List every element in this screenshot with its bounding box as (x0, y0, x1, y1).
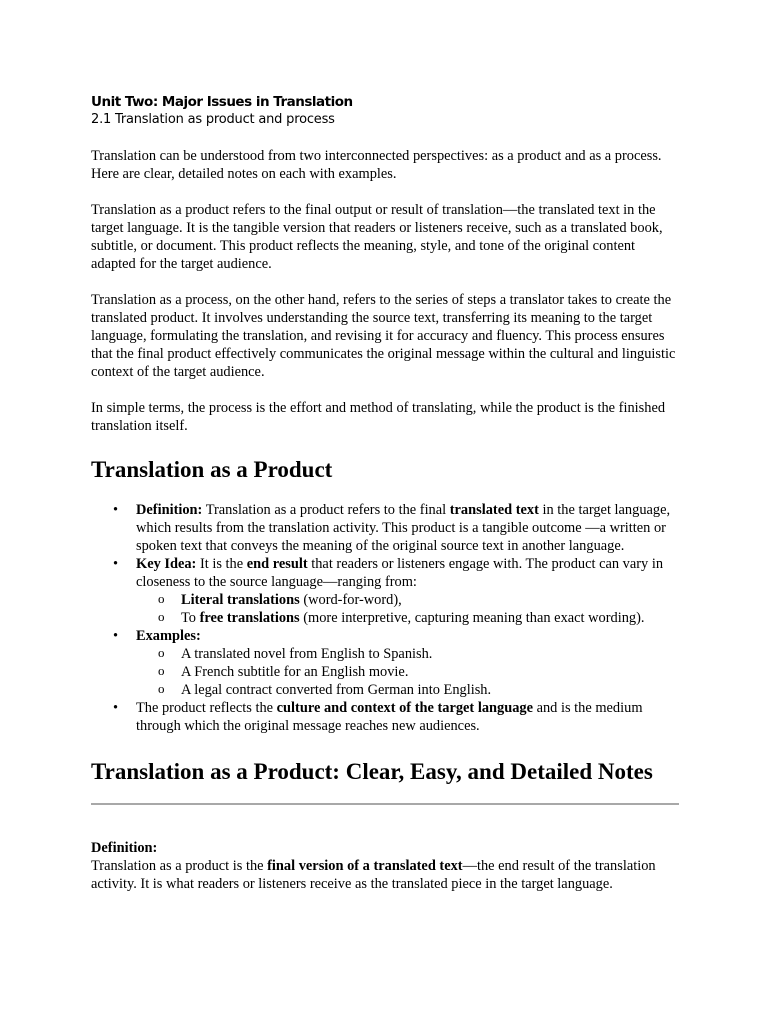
list-text: To (181, 610, 200, 626)
list-text: that readers or listeners engage with. The product can vary in closeness to the source language—ranging from: (136, 556, 664, 590)
sub-list-item (136, 609, 681, 627)
definition-heading (91, 839, 681, 857)
list-bold: free translations (199, 610, 300, 626)
list-text: A translated novel from English to Spanish. (181, 646, 433, 662)
section-heading-product: Translation as a Product (91, 457, 333, 482)
sub-bullet-icon: o (158, 609, 165, 624)
list-bold: translated text (449, 502, 539, 518)
paragraph-bold: final version of a translated text (267, 858, 463, 874)
list-item (91, 627, 681, 699)
sub-list (136, 591, 681, 627)
intro-paragraph-3: Translation as a process, on the other hand, refers to the series of steps a translator takes to create the translated product. It involves understanding the source text, transferring its meaning to the target language, formulating the translation, and revising it for accuracy and fluency. This process ensures that the final product effectively communicates the original message within the cultural and linguistic context of the target audience. (91, 292, 676, 380)
definition-label: Definition: (91, 840, 158, 856)
list-text: and is the medium through which the original message reaches new audiences. (136, 700, 643, 734)
list-text: It is the (196, 556, 247, 572)
list-bold: end result (246, 556, 308, 572)
unit-title: Unit Two: Major Issues in Translation (91, 94, 353, 110)
paragraph-text: Translation as a product is the (91, 858, 268, 874)
list-text: in the target language, which results from the translation activity. This product is a tangible outcome —a written or spoken text that conveys the meaning of the original source text in another language. (136, 502, 671, 554)
list-text: A French subtitle for an English movie. (181, 664, 409, 680)
sub-list-item (136, 645, 681, 663)
sub-bullet-icon: o (158, 681, 165, 696)
list-text: (more interpretive, capturing meaning than exact wording). (299, 610, 645, 626)
list-item (91, 501, 681, 555)
sub-bullet-icon: o (158, 663, 165, 678)
list-text: The product reflects the (136, 700, 277, 716)
sub-list-item (136, 681, 681, 699)
list-text: (word-for-word), (299, 592, 402, 608)
bullet-icon: • (113, 502, 119, 518)
section-title: 2.1 Translation as product and process (91, 112, 335, 127)
intro-paragraph-1: Translation can be understood from two interconnected perspectives: as a product and as a process. Here are clear, detailed notes on each with examples. (91, 148, 662, 182)
bullet-icon: • (113, 556, 119, 572)
examples-sub-list (136, 645, 681, 699)
sub-bullet-icon: o (158, 591, 165, 606)
list-text: Translation as a product refers to the final (202, 502, 450, 518)
list-item (91, 699, 681, 735)
list-bold: Literal translations (181, 592, 300, 608)
product-bullet-list (91, 501, 681, 735)
paragraph-text: —the end result of the translation activity. It is what readers or listeners receive as the translated piece in the target language. (91, 858, 656, 892)
definition-paragraph (91, 857, 681, 893)
bullet-icon: • (113, 700, 119, 716)
section-heading-notes: Translation as a Product: Clear, Easy, and Detailed Notes (91, 759, 653, 784)
list-text: A legal contract converted from German into English. (181, 682, 492, 698)
bullet-icon: • (113, 628, 119, 644)
key-idea-label: Key Idea: (136, 556, 197, 572)
sub-bullet-icon: o (158, 645, 165, 660)
definition-label: Definition: (136, 502, 203, 518)
sub-list-item (136, 663, 681, 681)
list-bold: culture and context of the target language (276, 700, 533, 716)
intro-paragraph-4: In simple terms, the process is the effort and method of translating, while the product is the finished translation itself. (91, 400, 666, 434)
sub-list-item (136, 591, 681, 609)
examples-label: Examples: (136, 628, 201, 644)
intro-paragraph-2: Translation as a product refers to the final output or result of translation—the translated text in the target language. It is the tangible version that readers or listeners receive, such as a translated book, subtitle, or document. This product reflects the meaning, style, and tone of the original content adapted for the target audience. (91, 202, 663, 272)
list-item (91, 555, 681, 627)
document-page (91, 93, 681, 893)
